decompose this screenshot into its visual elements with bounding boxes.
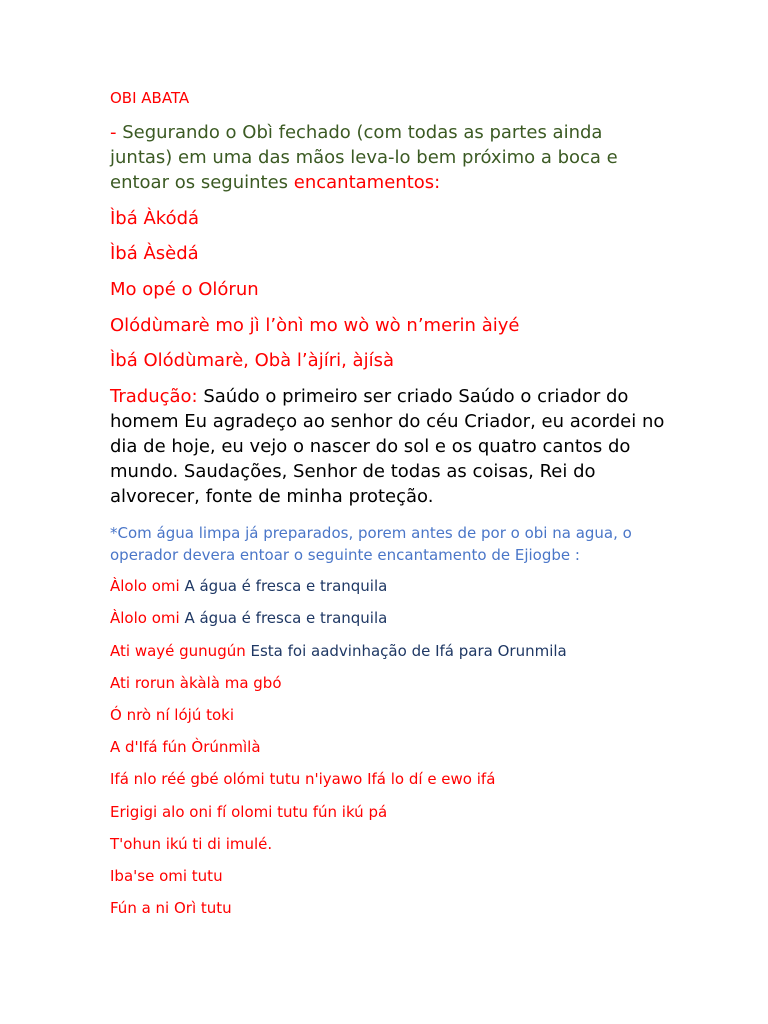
document-title: OBI ABATA [110, 89, 190, 107]
yoruba-text: A d'Ifá fún Òrúnmìlà [110, 738, 261, 756]
instruction-tail: encantamentos: [293, 172, 441, 193]
portuguese-translation: A água é fresca e tranquila [179, 609, 388, 627]
ejiogbe-line [110, 803, 387, 821]
chant-line-4: Olódùmarè mo jì l’ònì mo wò wò n’merin àiyé [110, 315, 520, 336]
translation-text: Saúdo o primeiro ser criado Saúdo o criador do homem Eu agradeço ao senhor do céu Criador, eu acordei no dia de hoje, eu vejo o nascer do sol e os quatro cantos do mundo. Saudações, Senhor de todas as coisas, Rei do alvorecer, fonte de minha proteção. [110, 386, 665, 507]
ejiogbe-line [110, 609, 387, 627]
instruction-text: Segurando o Obì fechado (com todas as partes ainda juntas) em uma das mãos leva-lo bem próximo a boca e entoar os seguintes [110, 122, 618, 193]
ejiogbe-line [110, 899, 232, 917]
chant-line-5: Ìbá Olódùmarè, Obà l’àjíri, àjísà [110, 350, 394, 371]
ejiogbe-line [110, 577, 387, 595]
translation-paragraph [110, 384, 670, 509]
ejiogbe-line [110, 867, 223, 885]
yoruba-text: Iba'se omi tutu [110, 867, 223, 885]
yoruba-text: Ati rorun àkàlà ma gbó [110, 674, 282, 692]
portuguese-translation: A água é fresca e tranquila [179, 577, 388, 595]
ejiogbe-line [110, 706, 234, 724]
yoruba-text: Àlolo omi [110, 577, 180, 595]
instruction-dash: - [110, 122, 123, 143]
chant-line-1: Ìbá Àkódá [110, 208, 200, 229]
yoruba-text: Ati wayé gunugún [110, 642, 246, 660]
ejiogbe-line [110, 835, 272, 853]
ejiogbe-line [110, 738, 261, 756]
instruction-paragraph [110, 120, 670, 195]
yoruba-text: T'ohun ikú ti di imulé. [110, 835, 273, 853]
portuguese-translation: Esta foi aadvinhação de Ifá para Orunmila [245, 642, 567, 660]
chant-line-2: Ìbá Àsèdá [110, 243, 199, 264]
ejiogbe-line [110, 674, 282, 692]
yoruba-text: Àlolo omi [110, 609, 180, 627]
chant-line-3: Mo opé o Olórun [110, 279, 259, 300]
yoruba-text: Ó nrò ní lójú toki [110, 706, 235, 724]
translation-label: Tradução: [110, 386, 198, 407]
yoruba-text: Ifá nlo réé gbé olómi tutu n'iyawo Ifá lo dí e ewo ifá [110, 770, 496, 788]
ejiogbe-line [110, 770, 495, 788]
ejiogbe-note: *Com água limpa já preparados, porem antes de por o obi na agua, o operador devera entoar o seguinte encantamento de Ejiogbe : [110, 524, 632, 564]
yoruba-text: Erigigi alo oni fí olomi tutu fún ikú pá [110, 803, 388, 821]
ejiogbe-line [110, 642, 567, 660]
yoruba-text: Fún a ni Orì tutu [110, 899, 232, 917]
